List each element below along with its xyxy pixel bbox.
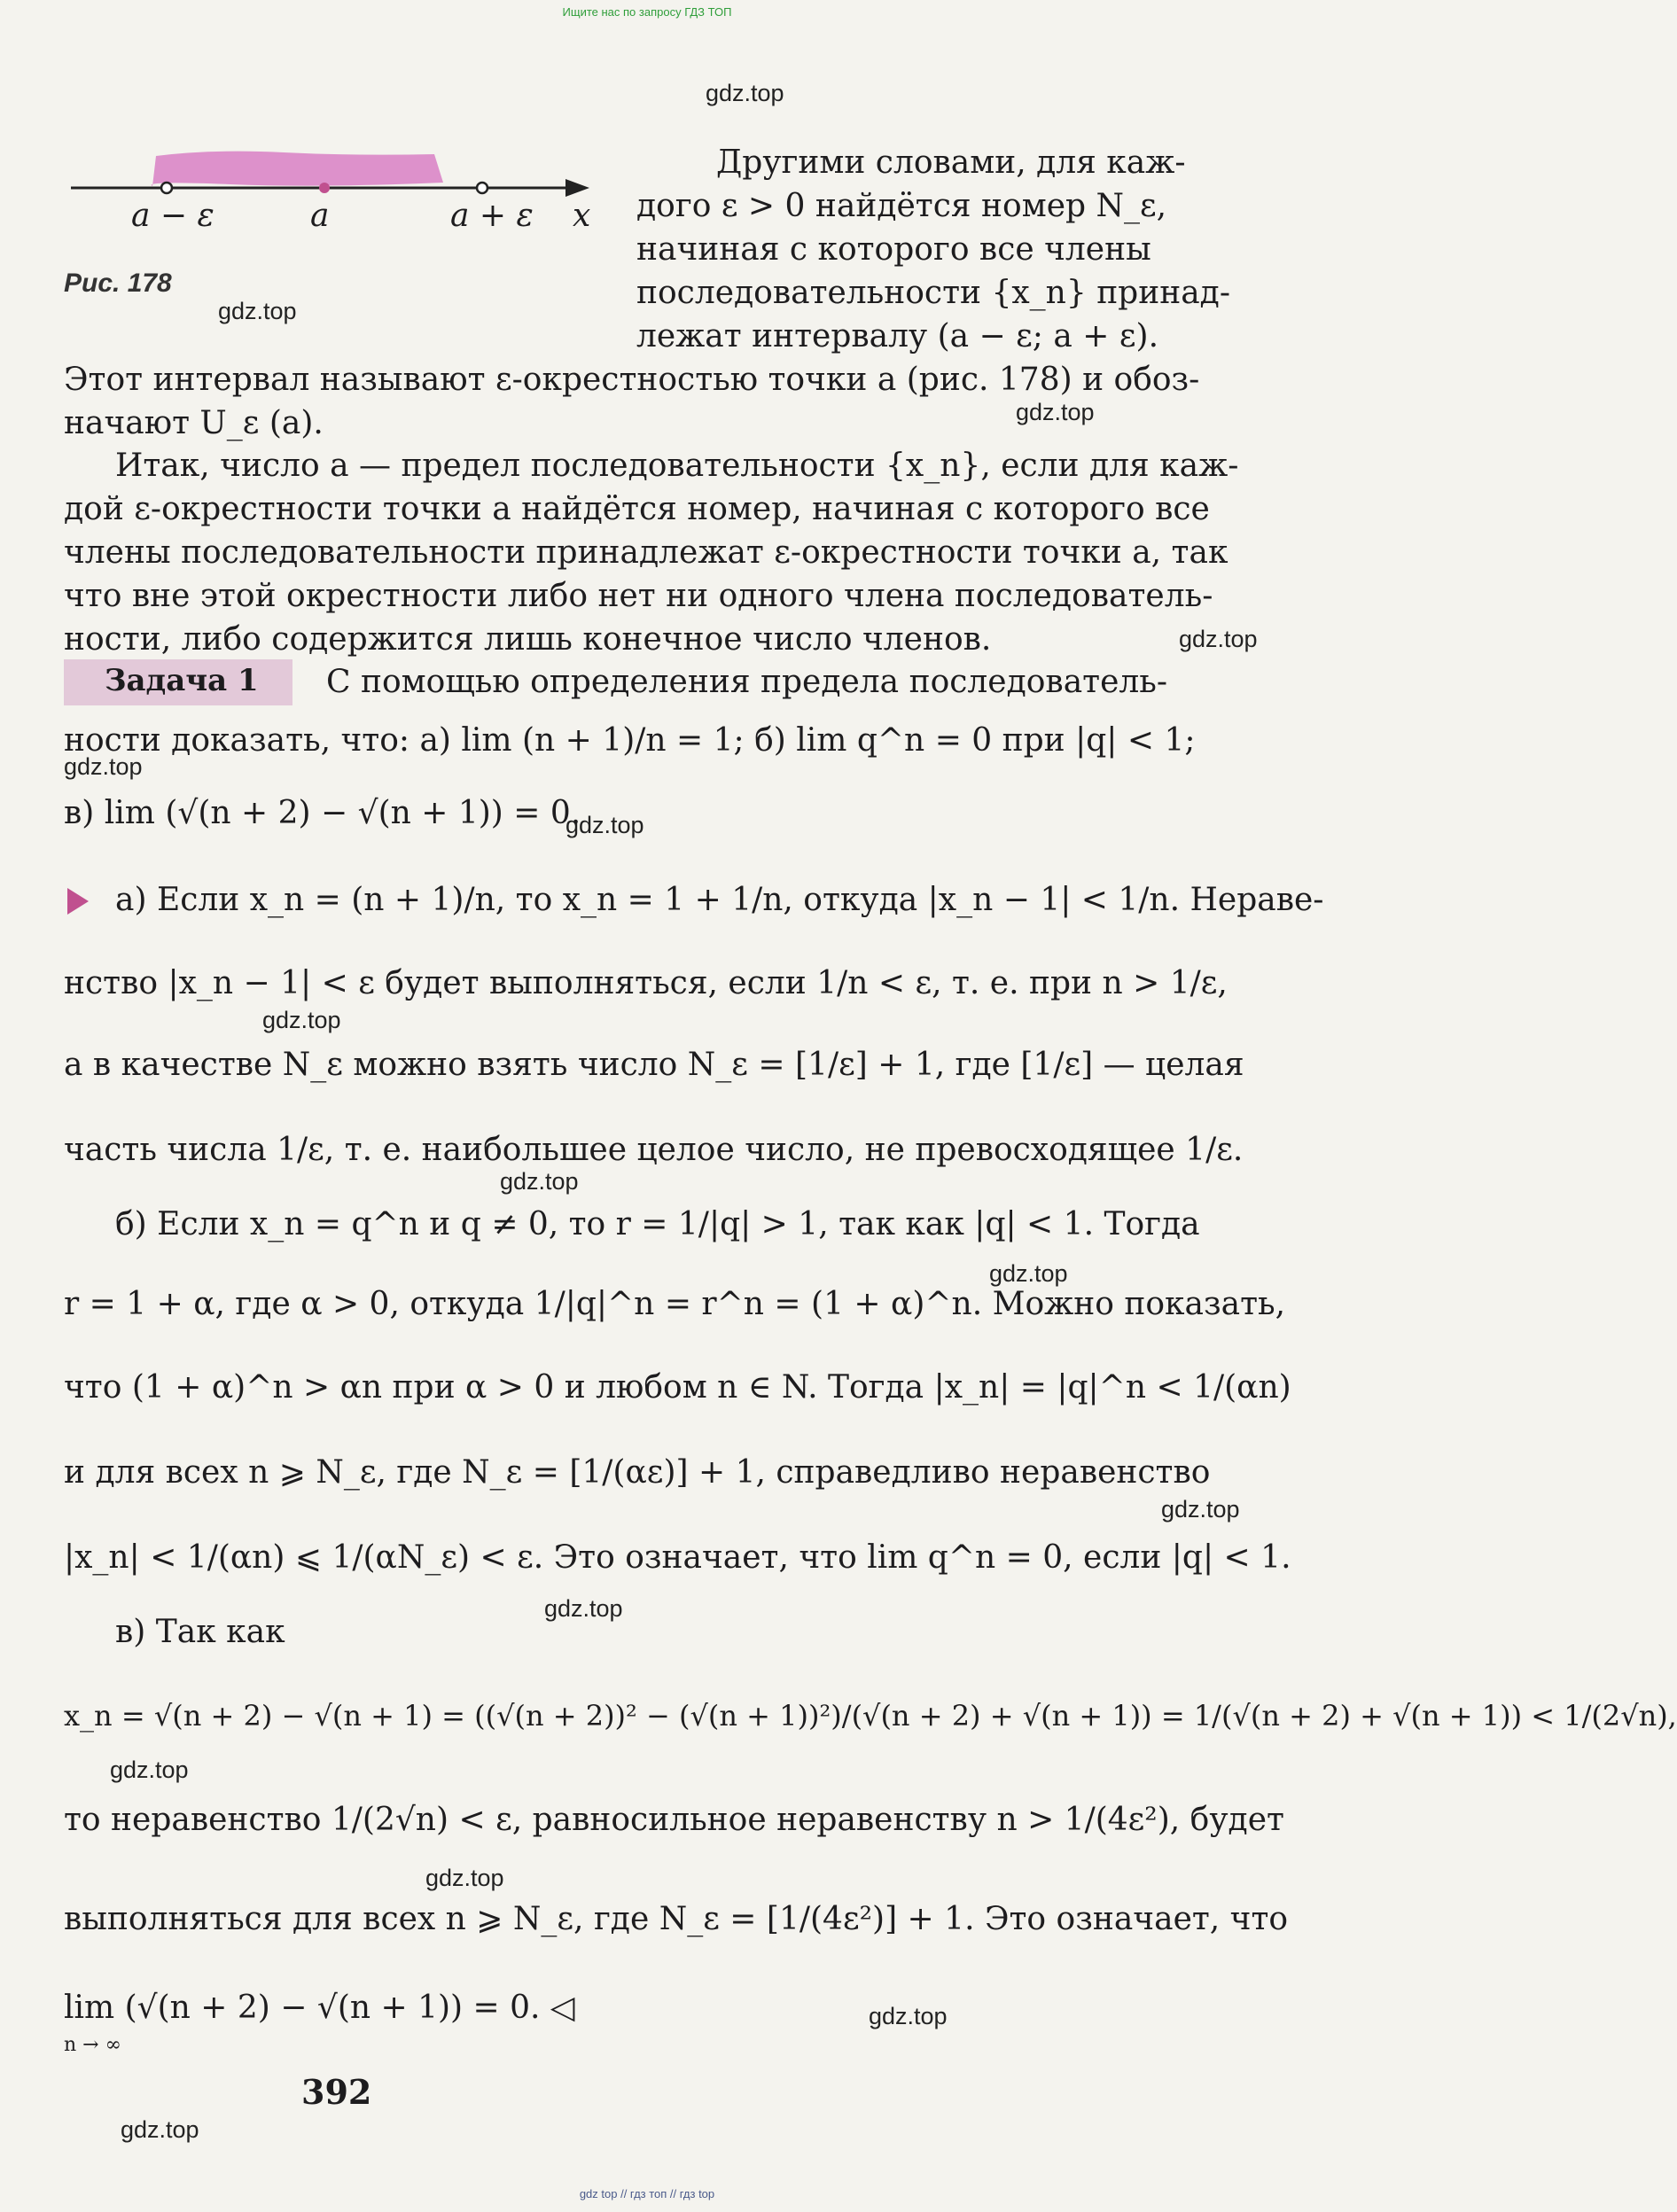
text-line: lim (√(n + 2) − √(n + 1)) = 0. ◁ xyxy=(64,1990,575,2026)
text-line: r = 1 + α, где α > 0, откуда 1/|q|^n = r^n = (1 + α)^n. Можно показать, xyxy=(64,1286,1286,1322)
text-line: в) Так как xyxy=(115,1614,285,1650)
text-line: ности доказать, что: а) lim (n + 1)/n = 1; б) lim q^n = 0 при |q| < 1; xyxy=(64,722,1196,759)
text-line: члены последовательности принадлежат ε-окрестности точки a, так xyxy=(64,534,1228,571)
text-line: что вне этой окрестности либо нет ни одного члена последователь- xyxy=(64,578,1213,614)
watermark: gdz.top xyxy=(121,2116,199,2143)
watermark: gdz.top xyxy=(1016,399,1095,425)
task-label: Задача 1 xyxy=(105,663,259,698)
watermark: gdz.top xyxy=(500,1168,579,1195)
text-line: Другими словами, для каж- xyxy=(716,144,1186,181)
text-line: дой ε-окрестности точки a найдётся номер, начиная с которого все xyxy=(64,491,1210,527)
watermark: gdz.top xyxy=(218,298,297,324)
text-line: б) Если x_n = q^n и q ≠ 0, то r = 1/|q| > 1, так как |q| < 1. Тогда xyxy=(115,1206,1200,1242)
figure-label-a: a xyxy=(310,198,330,234)
figure-label-a-plus-eps: a + ε xyxy=(450,198,534,234)
watermark: gdz.top xyxy=(544,1595,623,1622)
bottom-banner: gdz top // гдз топ // гдз top xyxy=(579,2187,715,2200)
watermark: gdz.top xyxy=(869,2003,948,2029)
solution-start-marker-icon xyxy=(67,888,89,915)
text-line: часть числа 1/ε, т. е. наибольшее целое число, не превосходящее 1/ε. xyxy=(64,1132,1244,1168)
open-point-left xyxy=(161,183,172,193)
watermark: gdz.top xyxy=(1179,626,1258,652)
text-line: ности, либо содержится лишь конечное число членов. xyxy=(64,621,992,658)
watermark: gdz.top xyxy=(566,812,644,838)
watermark: gdz.top xyxy=(425,1865,504,1891)
top-banner: Ищите нас по запросу ГДЗ ТОП xyxy=(562,5,732,19)
text-line: нство |x_n − 1| < ε будет выполняться, если 1/n < ε, т. е. при n > 1/ε, xyxy=(64,965,1228,1001)
text-line: Этот интервал называют ε-окрестностью точки a (рис. 178) и обоз- xyxy=(64,362,1200,398)
page-number: 392 xyxy=(301,2072,372,2112)
text-line: а в качестве N_ε можно взять число N_ε = [1/ε] + 1, где [1/ε] — целая xyxy=(64,1047,1244,1083)
text-line: Итак, число a — предел последовательности {x_n}, если для каж- xyxy=(115,448,1239,484)
watermark: gdz.top xyxy=(64,753,143,780)
axis-arrow-icon xyxy=(566,179,589,197)
text-line: начают U_ε (a). xyxy=(64,405,324,441)
text-line: в) lim (√(n + 2) − √(n + 1)) = 0. xyxy=(64,795,581,831)
neighborhood-highlight xyxy=(152,152,443,186)
center-point-a xyxy=(319,183,330,193)
watermark: gdz.top xyxy=(262,1007,341,1033)
formula-line: x_n = √(n + 2) − √(n + 1) = ((√(n + 2))² − (√(n + 1))²)/(√(n + 2) + √(n + 1)) = 1/(√(n + 2) + √(n + 1)) < 1/(2√n), xyxy=(64,1699,1677,1733)
figure-label-x: x xyxy=(573,198,591,234)
text-line: и для всех n ⩾ N_ε, где N_ε = [1/(αε)] + 1, справедливо неравенство xyxy=(64,1454,1211,1491)
watermark: gdz.top xyxy=(989,1260,1068,1287)
lim-subscript: n → ∞ xyxy=(64,2034,121,2056)
watermark: gdz.top xyxy=(706,80,784,106)
figure-caption: Рис. 178 xyxy=(64,269,172,298)
text-line: а) Если x_n = (n + 1)/n, то x_n = 1 + 1/n, откуда |x_n − 1| < 1/n. Нераве- xyxy=(115,882,1324,918)
text-line: С помощью определения предела последователь- xyxy=(326,664,1168,700)
text-line: начиная с которого все члены xyxy=(636,231,1151,268)
open-point-right xyxy=(477,183,488,193)
text-line: последовательности {x_n} принад- xyxy=(636,275,1231,311)
text-line: выполняться для всех n ⩾ N_ε, где N_ε = [1/(4ε²)] + 1. Это означает, что xyxy=(64,1901,1289,1937)
text-line: то неравенство 1/(2√n) < ε, равносильное неравенству n > 1/(4ε²), будет xyxy=(64,1802,1284,1838)
figure-label-a-minus-eps: a − ε xyxy=(131,198,214,234)
text-line: |x_n| < 1/(αn) ⩽ 1/(αN_ε) < ε. Это означает, что lim q^n = 0, если |q| < 1. xyxy=(64,1539,1291,1576)
text-line: лежат интервалу (a − ε; a + ε). xyxy=(636,318,1159,354)
text-line: что (1 + α)^n > αn при α > 0 и любом n ∈ N. Тогда |x_n| = |q|^n < 1/(αn) xyxy=(64,1369,1291,1406)
watermark: gdz.top xyxy=(1161,1496,1240,1523)
text-line: дого ε > 0 найдётся номер N_ε, xyxy=(636,188,1167,224)
watermark: gdz.top xyxy=(110,1756,189,1783)
